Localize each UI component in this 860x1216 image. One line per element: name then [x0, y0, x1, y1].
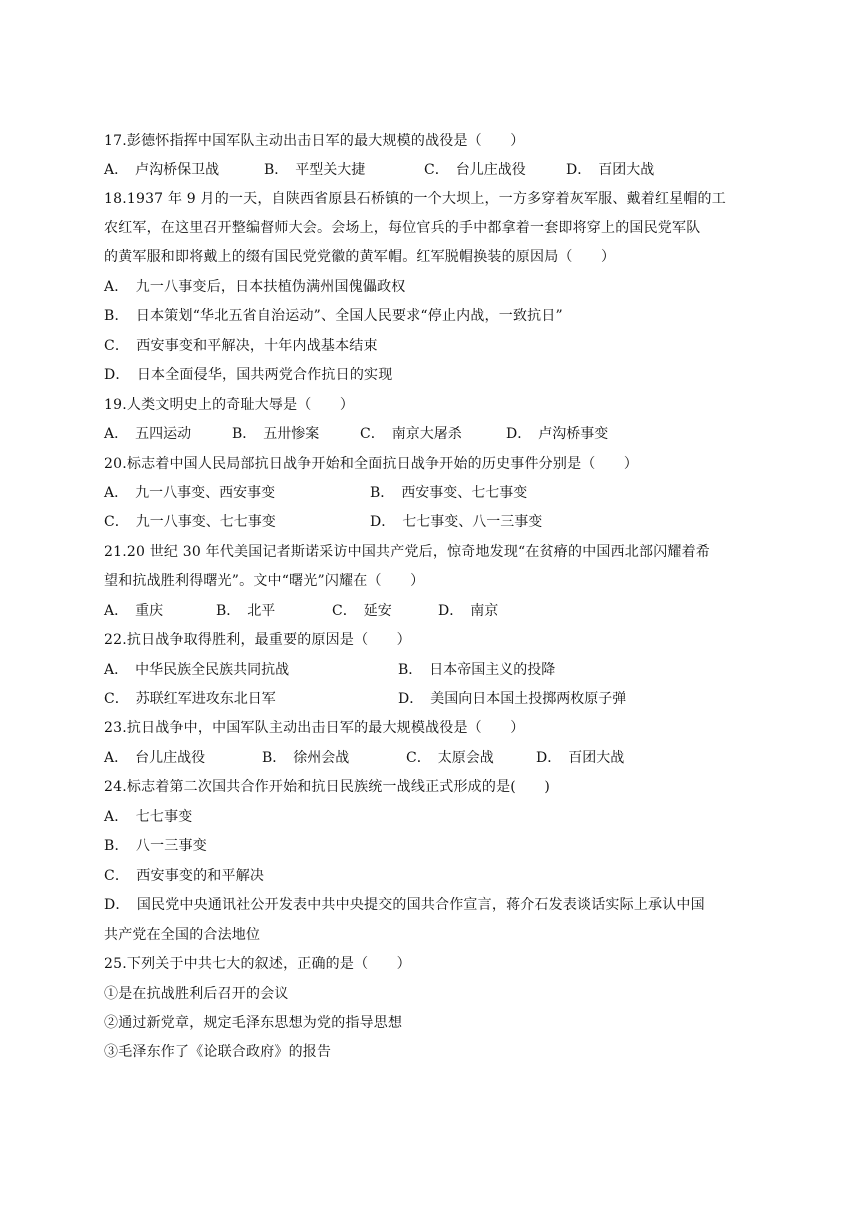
question-18-stem-line-3: 的黄军服和即将戴上的缀有国民党党徽的黄军帽。红军脱帽换装的原因局（ ） [104, 249, 616, 265]
question-24-option-b: B． 八一三事变 [104, 838, 207, 854]
question-19-option-c: C． 南京大屠杀 [360, 426, 462, 442]
question-21-option-a: A． 重庆 [104, 603, 164, 619]
question-18-option-b: B． 日本策划“华北五省自治运动”、全国人民要求“停止内战，一致抗日” [104, 308, 563, 324]
question-21-stem-line-2: 望和抗战胜利得曙光”。文中“曙光”闪耀在（ ） [104, 573, 425, 589]
question-20-option-d: D． 七七事变、八一三事变 [370, 514, 543, 530]
question-24-option-c: C． 西安事变的和平解决 [104, 868, 265, 884]
question-23-option-b: B． 徐州会战 [262, 750, 350, 766]
question-23-option-a: A． 台儿庄战役 [104, 750, 206, 766]
question-21-option-d: D． 南京 [438, 603, 499, 619]
question-23-option-c: C． 太原会战 [406, 750, 494, 766]
question-22-option-d: D． 美国向日本国土投掷两枚原子弹 [398, 691, 627, 707]
question-20-option-a: A． 九一八事变、西安事变 [104, 485, 276, 501]
question-20-option-c: C． 九一八事变、七七事变 [104, 514, 276, 530]
question-18-option-c: C． 西安事变和平解决，十年内战基本结束 [104, 338, 378, 354]
question-25-item-2: ②通过新党章，规定毛泽东思想为党的指导思想 [104, 1015, 403, 1031]
question-24-option-a: A． 七七事变 [104, 809, 193, 825]
question-17-option-b: B． 平型关大捷 [264, 162, 366, 178]
question-18-option-d: D． 日本全面侵华，国共两党合作抗日的实现 [104, 367, 393, 383]
question-25-item-3: ③毛泽东作了《论联合政府》的报告 [104, 1044, 332, 1060]
question-18-option-a: A． 九一八事变后，日本扶植伪满州国傀儡政权 [104, 279, 406, 295]
question-19-option-d: D． 卢沟桥事变 [506, 426, 609, 442]
question-23-option-d: D． 百团大战 [536, 750, 625, 766]
question-20-stem: 20.标志着中国人民局部抗日战争开始和全面抗日战争开始的历史事件分别是（ ） [104, 456, 639, 472]
question-20-option-b: B． 西安事变、七七事变 [370, 485, 528, 501]
question-17-option-d: D． 百团大战 [566, 162, 655, 178]
question-21-option-b: B． 北平 [216, 603, 276, 619]
question-18-stem-line-1: 18.1937 年 9 月的一天，自陕西省原县石桥镇的一个大坝上，一方多穿着灰军服、戴着红星帽的工 [104, 191, 726, 207]
question-18-stem-line-2: 农红军，在这里召开整编督师大会。会场上，每位官兵的手中都拿着一套即将穿上的国民党军队 [104, 220, 701, 236]
question-22-option-a: A． 中华民族全民族共同抗战 [104, 662, 290, 678]
question-17-option-c: C． 台儿庄战役 [424, 162, 526, 178]
question-24-option-d: D． 国民党中央通讯社公开发表中共中央提交的国共合作宣言，蒋介石发表谈话实际上承认中国 [104, 897, 705, 913]
question-17-stem: 17.彭德怀指挥中国军队主动出击日军的最大规模的战役是（ ） [104, 133, 525, 149]
question-22-option-c: C． 苏联红军进攻东北日军 [104, 691, 276, 707]
question-22-stem: 22.抗日战争取得胜利，最重要的原因是（ ） [104, 632, 411, 648]
question-17-option-a: A． 卢沟桥保卫战 [104, 162, 220, 178]
question-19-option-a: A． 五四运动 [104, 426, 192, 442]
question-23-stem: 23.抗日战争中，中国军队主动出击日军的最大规模战役是（ ） [104, 720, 525, 736]
question-21-option-c: C． 延安 [332, 603, 392, 619]
question-25-stem: 25.下列关于中共七大的叙述，正确的是（ ） [104, 956, 411, 972]
question-24-stem: 24.标志着第二次国共合作开始和抗日民族统一战线正式形成的是( ) [104, 779, 550, 795]
question-24-option-d-continued: 共产党在全国的合法地位 [104, 927, 261, 943]
question-21-stem-line-1: 21.20 世纪 30 年代美国记者斯诺采访中国共产党后，惊奇地发现“在贫瘠的中国西北部闪耀着希 [104, 544, 710, 560]
question-25-item-1: ①是在抗战胜利后召开的会议 [104, 986, 289, 1002]
question-22-option-b: B． 日本帝国主义的投降 [398, 662, 556, 678]
question-19-stem: 19.人类文明史上的奇耻大辱是（ ） [104, 397, 355, 413]
question-19-option-b: B． 五卅惨案 [232, 426, 320, 442]
